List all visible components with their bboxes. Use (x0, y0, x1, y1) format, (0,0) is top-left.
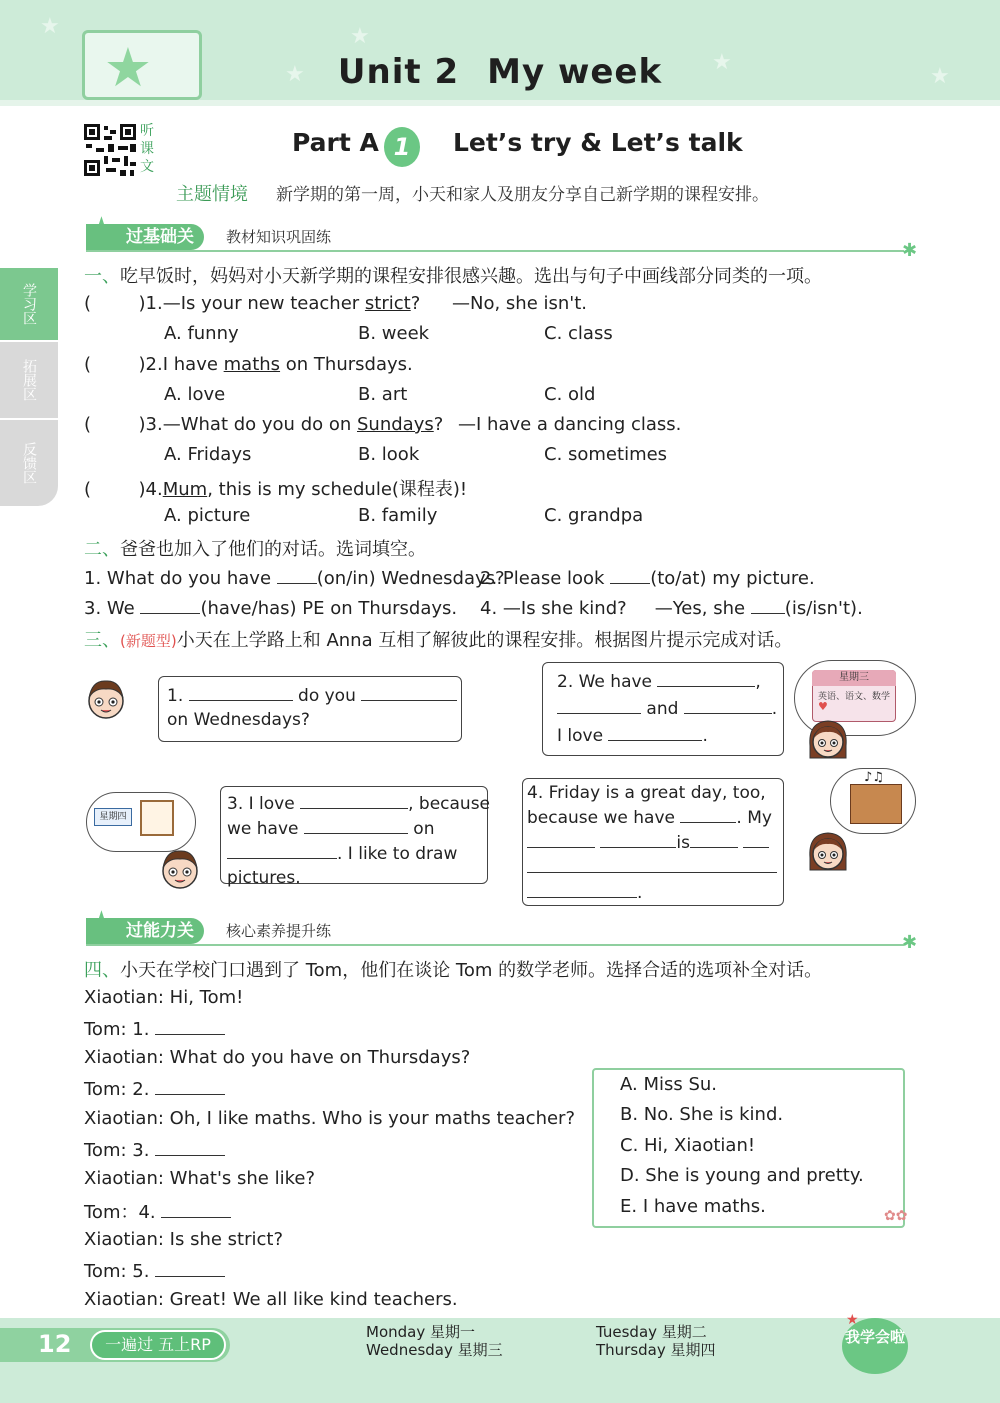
dialog-line (84, 1017, 225, 1040)
part-name: Let’s try & Let’s talk (453, 128, 743, 157)
star-icon: ★ (846, 1312, 859, 1328)
item-text: ? (433, 414, 444, 435)
bubble-text: , (755, 672, 761, 692)
learned-badge[interactable]: 我学会啦 (842, 1318, 908, 1374)
underlined-word: maths (223, 354, 281, 375)
fill-blank[interactable] (608, 723, 702, 741)
dialog-line (84, 1077, 225, 1100)
fill-blank[interactable] (140, 596, 200, 614)
q4-number: 四、 (84, 960, 120, 981)
fill-blank[interactable] (300, 791, 408, 809)
girl-avatar-icon (806, 716, 850, 762)
fill-blank[interactable] (527, 855, 777, 873)
calendar-text: 英语、语文、数学 (817, 692, 890, 702)
item-text: (is/isn't). (784, 598, 863, 619)
q1-item-2 (84, 354, 413, 375)
deco-star-icon: ★ (712, 50, 732, 75)
header-band-edge (0, 100, 1000, 106)
section-basic-pill: 过基础关 (86, 224, 204, 250)
bubble-text: , because (408, 794, 491, 814)
dialog-text: Tom: 5. (84, 1261, 150, 1282)
bubble-text: on Wednesdays? (167, 710, 310, 730)
new-type-tag: (新题型) (120, 632, 177, 650)
item-text: 1. What do you have (84, 568, 277, 589)
item-text: 2. Please look (480, 568, 611, 589)
item-text: (to/at) my picture. (650, 568, 815, 589)
piano-icon (850, 784, 902, 824)
item-text: I have (162, 354, 224, 375)
option-c: C. grandpa (544, 505, 644, 526)
option-b: B. art (358, 384, 408, 405)
bubble-line (227, 816, 481, 841)
dialog-line: Xiaotian: What do you have on Thursdays? (84, 1047, 471, 1068)
deco-star-icon: ★ (40, 14, 60, 39)
bubble-text: and (641, 699, 684, 719)
bubble-text: we have (227, 819, 304, 839)
q1-heading (84, 262, 822, 288)
flower-icon: ✿✿ (884, 1208, 908, 1224)
fill-blank[interactable] (684, 696, 772, 714)
q2-item-1 (84, 566, 505, 589)
bubble-text: 1. (167, 686, 189, 706)
option-e: E. I have maths. (620, 1196, 766, 1217)
bubble-text: . (771, 699, 778, 719)
option-a: A. Fridays (164, 444, 252, 465)
bubble-line (557, 696, 778, 723)
dialog-text: Tom: 2. (84, 1079, 150, 1100)
fill-blank[interactable] (690, 830, 738, 848)
option-a: A. love (164, 384, 226, 405)
easel-label: 星期四 (94, 808, 132, 826)
item-number: 1. (145, 293, 163, 314)
girl-avatar-icon (806, 828, 850, 874)
dialog-text: Tom: 1. (84, 1019, 150, 1040)
dialog-line: Xiaotian: Great! We all like kind teachers. (84, 1289, 458, 1310)
q1-number: 一、 (84, 266, 120, 287)
listen-text-label: 听课文 (140, 123, 154, 175)
qr-code-icon[interactable] (82, 122, 138, 178)
bubble-text: 4. Friday is a great day, too, (527, 783, 766, 803)
item-text: —Yes, she (654, 598, 751, 619)
star-mascot-icon: ★ (103, 36, 153, 99)
bubble-text: . (702, 726, 708, 746)
section-ability-pill: 过能力关 (86, 918, 204, 944)
option-d: D. She is young and pretty. (620, 1165, 864, 1186)
q2-heading-text: 爸爸也加入了他们的对话。选词填空。 (120, 539, 426, 560)
option-a: A. funny (164, 323, 239, 344)
fill-blank[interactable] (680, 805, 736, 823)
bubble-line (167, 683, 453, 708)
option-b: B. family (358, 505, 438, 526)
q2-number: 二、 (84, 539, 120, 560)
fill-blank[interactable] (657, 669, 755, 687)
heart-icon: ♥ (818, 700, 828, 713)
bubble-text: 3. I love (227, 794, 301, 814)
item-text: —What do you do on (162, 414, 357, 435)
dialog-text: Tom：4. (84, 1202, 156, 1223)
part-label: Part A (292, 128, 379, 157)
bubble-line (227, 791, 491, 816)
easel-icon (140, 800, 174, 836)
answer-paren-close: ) (138, 293, 146, 314)
q3-number: 三、 (84, 630, 120, 651)
dialog-line: Xiaotian: Is she strict? (84, 1229, 283, 1250)
fill-blank[interactable] (557, 696, 641, 714)
fill-blank[interactable] (161, 1200, 231, 1218)
fill-blank[interactable] (155, 1077, 225, 1095)
q1-item-4 (84, 475, 467, 501)
calendar-title: 星期三 (812, 670, 896, 686)
fill-blank[interactable] (155, 1017, 225, 1035)
fill-blank[interactable] (189, 683, 293, 701)
dialog-bubble-1 (158, 676, 462, 742)
q1-item-1 (84, 293, 420, 314)
dialog-bubble-2 (542, 662, 784, 756)
fill-blank[interactable] (304, 816, 408, 834)
bubble-text: on (407, 819, 435, 839)
q3-heading (84, 626, 792, 652)
small-star-icon: ✱ (902, 932, 918, 953)
bubble-text: 2. We have (557, 672, 658, 692)
word-thursday: Thursday 星期四 (596, 1341, 716, 1359)
bubble-text: do you (292, 686, 362, 706)
unit-name: My week (487, 52, 663, 92)
item-text: (have/has) PE on Thursdays. (200, 598, 458, 619)
side-tab-study[interactable]: 学习区 (0, 268, 58, 340)
option-b: B. week (358, 323, 430, 344)
bubble-text: is (676, 833, 690, 853)
fill-blank[interactable] (527, 880, 637, 898)
item-number: 2. (145, 354, 163, 375)
underlined-word: Sundays (357, 414, 434, 435)
bubble-line (557, 723, 775, 750)
q4-heading-text: 小天在学校门口遇到了 Tom，他们在谈论 Tom 的数学老师。选择合适的选项补全对话。 (120, 960, 823, 981)
q2-item-3 (84, 596, 457, 619)
answer-paren-open: ( (84, 479, 92, 500)
item-text: (on/in) Wednesdays? (316, 568, 505, 589)
dialog-line: Xiaotian: Hi, Tom! (84, 987, 244, 1008)
page-number: 12 (38, 1330, 72, 1358)
answer-paren-close: ) (138, 354, 146, 375)
deco-star-icon: ★ (930, 64, 950, 89)
q1-item-1-reply: —No, she isn't. (452, 293, 588, 314)
option-c: C. old (544, 384, 596, 405)
side-tab-feedback[interactable]: 反馈区 (0, 420, 58, 506)
deco-star-icon: ★ (350, 24, 370, 49)
answer-paren-close: ) (138, 479, 146, 500)
item-text: on Thursdays. (280, 354, 413, 375)
bubble-text: . I like to draw (337, 844, 458, 864)
bubble-line (527, 855, 779, 880)
dialog-line (84, 1259, 225, 1282)
book-title: 一遍过 五上RP (90, 1330, 226, 1360)
fill-blank[interactable] (751, 596, 785, 614)
answer-paren-open: ( (84, 293, 92, 314)
option-b: B. look (358, 444, 420, 465)
deco-star-icon: ★ (285, 62, 305, 87)
bubble-text: because we have (527, 808, 681, 828)
dialog-line: Xiaotian: Oh, I like maths. Who is your maths teacher? (84, 1108, 576, 1129)
q1-heading-text: 吃早饭时，妈妈对小天新学期的课程安排很感兴趣。选出与句子中画线部分同类的一项。 (120, 266, 822, 287)
bubble-text: pictures. (227, 868, 301, 888)
fill-blank[interactable] (277, 566, 317, 584)
dialog-text: Tom: 3. (84, 1140, 150, 1161)
q3-heading-text: 小天在上学路上和 Anna 互相了解彼此的课程安排。根据图片提示完成对话。 (176, 630, 793, 651)
option-c: C. sometimes (544, 444, 668, 465)
option-c: C. Hi, Xiaotian! (620, 1135, 756, 1156)
fill-blank[interactable] (227, 841, 337, 859)
fill-blank[interactable] (155, 1259, 225, 1277)
bubble-line: . (527, 880, 779, 905)
fill-blank[interactable] (610, 566, 650, 584)
option-a: A. Miss Su. (620, 1074, 718, 1095)
bubble-text: I love (557, 726, 609, 746)
dialog-bubble-4 (522, 778, 784, 906)
bubble-line (227, 841, 481, 866)
word-wednesday: Wednesday 星期三 (366, 1341, 503, 1359)
dialog-bubble-3 (220, 786, 491, 888)
small-star-icon: ✱ (902, 240, 918, 261)
answer-paren-open: ( (84, 414, 92, 435)
fill-blank[interactable] (155, 1138, 225, 1156)
dialog-line (84, 1138, 225, 1161)
unit-label: Unit 2 (337, 52, 460, 92)
item-text: , this is my schedule(课程表)! (207, 479, 468, 500)
option-b: B. No. She is kind. (620, 1104, 784, 1125)
boy-avatar-icon (158, 846, 202, 892)
q2-item-2 (480, 566, 815, 589)
bubble-line (527, 830, 779, 855)
theme-label: 主题情境 (176, 184, 248, 205)
item-text: ? (410, 293, 421, 314)
answer-paren-close: ) (138, 414, 146, 435)
q4-heading (84, 956, 822, 982)
dialog-line (84, 1198, 231, 1224)
section-basic-subtitle: 教材知识巩固练 (226, 228, 332, 246)
item-text: 3. We (84, 598, 141, 619)
bubble-line (527, 805, 779, 830)
option-c: C. class (544, 323, 613, 344)
fill-blank[interactable] (743, 830, 769, 848)
part-number-badge: 1 (384, 127, 420, 167)
music-note-icon: ♪♫ (864, 770, 884, 785)
word-monday: Monday 星期一 (366, 1323, 475, 1341)
fill-blank[interactable] (527, 830, 595, 848)
bubble-text: . My (736, 808, 772, 828)
word-tuesday: Tuesday 星期二 (596, 1323, 707, 1341)
q2-item-4 (480, 596, 863, 619)
underlined-word: Mum (162, 479, 208, 500)
boy-avatar-icon (84, 676, 128, 722)
dialog-line: Xiaotian: What's she like? (84, 1168, 315, 1189)
section-divider (86, 250, 904, 252)
q1-item-3-reply: —I have a dancing class. (458, 414, 682, 435)
fill-blank[interactable] (361, 683, 457, 701)
answer-paren-open: ( (84, 354, 92, 375)
item-number: 3. (145, 414, 163, 435)
underlined-word: strict (364, 293, 411, 314)
bubble-line (557, 669, 775, 696)
item-number: 4. (145, 479, 163, 500)
section-divider (86, 944, 904, 946)
option-a: A. picture (164, 505, 251, 526)
fill-blank[interactable] (600, 830, 676, 848)
theme-text: 新学期的第一周，小天和家人及朋友分享自己新学期的课程安排。 (276, 185, 769, 205)
item-text: —Is your new teacher (162, 293, 365, 314)
section-ability-subtitle: 核心素养提升练 (226, 922, 332, 940)
item-text: 4. —Is she kind? (480, 598, 627, 619)
side-tab-extend[interactable]: 拓展区 (0, 342, 58, 418)
unit-title (0, 52, 1000, 92)
q2-heading (84, 535, 426, 561)
q1-item-3 (84, 414, 443, 435)
